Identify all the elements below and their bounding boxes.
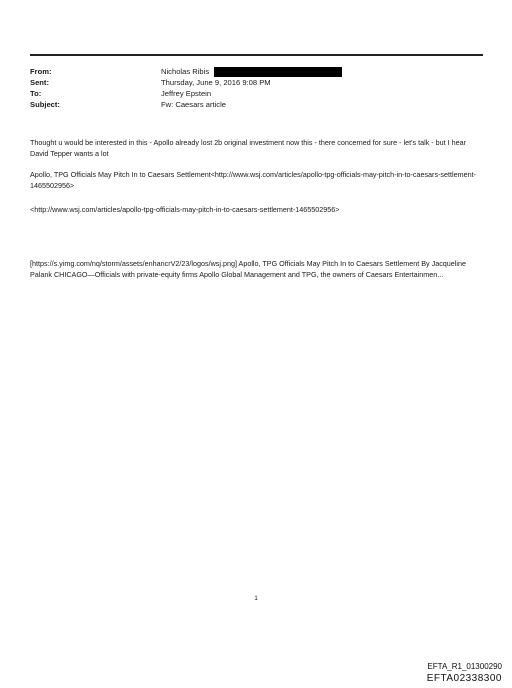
header-divider bbox=[30, 54, 483, 56]
to-row bbox=[30, 88, 483, 99]
subject-row bbox=[30, 99, 483, 110]
body-paragraph-4: [https://s.yimg.com/nq/storm/assets/enhancrV2/23/logos/wsj.png] Apollo, TPG Officials May Pitch In to Caesars Settlement By Jacqueline Palank CHICAGO—Officials with private-equity firms Apollo Global Management and TPG, the owners of Caesars Entertainmen... bbox=[30, 259, 466, 279]
from-value-wrap bbox=[161, 66, 342, 77]
body-paragraph-2: Apollo, TPG Officials May Pitch In to Caesars Settlement<http://www.wsj.com/articles/apollo-tpg-officials-may-pitch-in-to-caesars-settlement-1465502956> bbox=[30, 170, 476, 190]
to-value: Jeffrey Epstein bbox=[161, 89, 212, 98]
page-number: 1 bbox=[254, 595, 258, 602]
subject-label: Subject: bbox=[30, 100, 60, 109]
from-label: From: bbox=[30, 67, 52, 76]
body-paragraph-1: Thought u would be interested in this - Apollo already lost 2b original investment now this - there concerned for sure - let's talk - but I hear David Tepper wants a lot bbox=[30, 138, 467, 158]
subject-value: Fw: Caesars article bbox=[161, 100, 226, 109]
sent-row bbox=[30, 77, 483, 88]
from-value: Nicholas Ribis bbox=[161, 67, 210, 76]
email-headers bbox=[30, 66, 483, 110]
from-row bbox=[30, 66, 483, 77]
bates-number-1: EFTA_R1_01300290 bbox=[427, 662, 502, 671]
sent-value: Thursday, June 9, 2016 9:08 PM bbox=[161, 78, 271, 87]
sent-label: Sent: bbox=[30, 78, 49, 87]
body-paragraph-3: <http://www.wsj.com/articles/apollo-tpg-officials-may-pitch-in-to-caesars-settlement-1465502956> bbox=[30, 205, 340, 214]
to-label: To: bbox=[30, 89, 42, 98]
redaction-block bbox=[214, 67, 342, 77]
bates-number-2: EFTA02338300 bbox=[426, 673, 502, 684]
